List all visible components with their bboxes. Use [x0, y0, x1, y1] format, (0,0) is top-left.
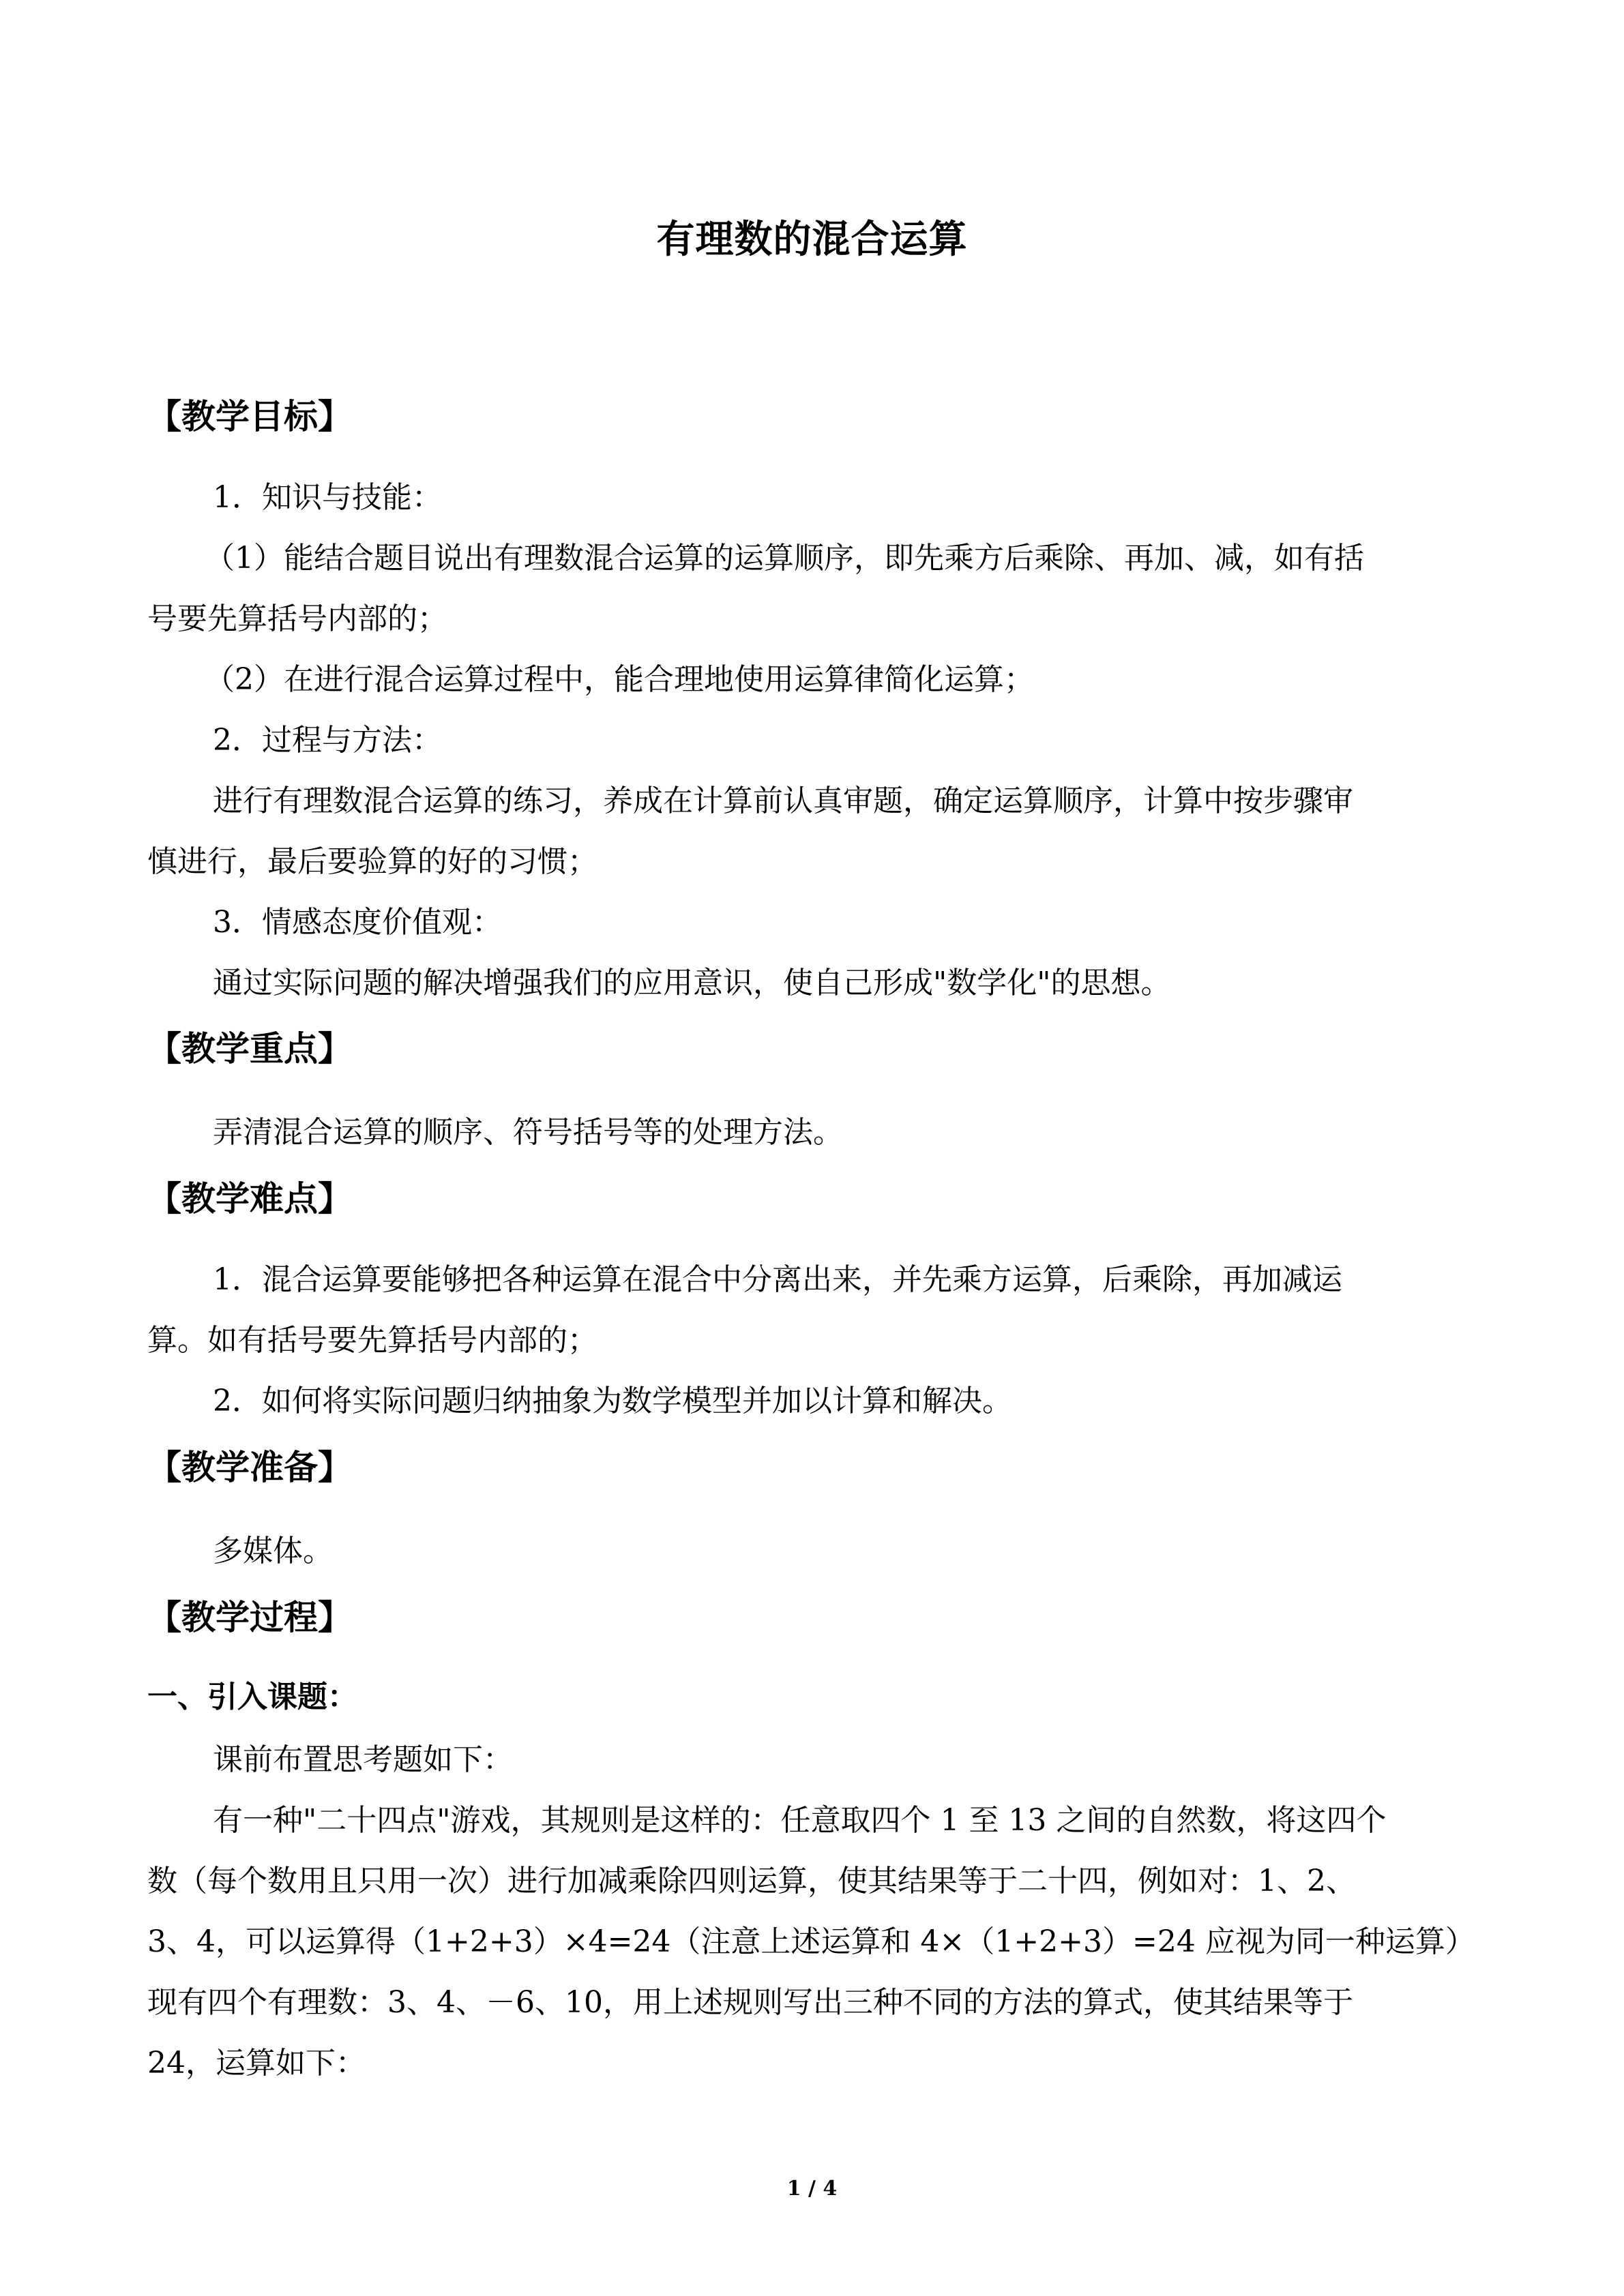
- section-heading-key-points: 【教学重点】: [147, 1029, 352, 1069]
- paragraph-line: 24，运算如下：: [147, 2046, 366, 2081]
- paragraph-line: 3、4，可以运算得（1+2+3）×4=24（注意上述运算和 4×（1+2+3）=24 应视为同一种运算）: [147, 1924, 1475, 1959]
- paragraph-line: 进行有理数混合运算的练习，养成在计算前认真审题，确定运算顺序，计算中按步骤审: [213, 784, 1353, 818]
- paragraph-line: 慎进行，最后要验算的好的习惯；: [147, 844, 597, 879]
- paragraph-line: （1）能结合题目说出有理数混合运算的运算顺序，即先乘方后乘除、再加、减，如有括: [205, 541, 1364, 576]
- section-heading-difficulties: 【教学难点】: [147, 1179, 352, 1219]
- paragraph-line: 1．知识与技能：: [213, 480, 442, 515]
- paragraph-line: 号要先算括号内部的；: [147, 601, 447, 636]
- paragraph-line: 3．情感态度价值观：: [213, 905, 502, 940]
- paragraph-line: 通过实际问题的解决增强我们的应用意识，使自己形成"数学化"的思想。: [213, 966, 1171, 1000]
- paragraph-line: 算。如有括号要先算括号内部的；: [147, 1323, 597, 1358]
- paragraph-line: 有一种"二十四点"游戏，其规则是这样的：任意取四个 1 至 13 之间的自然数，将这四个: [213, 1803, 1387, 1838]
- paragraph-line: 2．过程与方法：: [213, 723, 442, 758]
- page-title: 有理数的混合运算: [656, 218, 968, 262]
- page-number: 1 / 4: [786, 2177, 838, 2201]
- subsection-heading-intro: 一、引入课题：: [147, 1680, 357, 1714]
- paragraph-line: 2．如何将实际问题归纳抽象为数学模型并加以计算和解决。: [213, 1384, 1012, 1418]
- section-heading-process: 【教学过程】: [147, 1598, 352, 1637]
- paragraph-line: 1．混合运算要能够把各种运算在混合中分离出来，并先乘方运算，后乘除，再加减运: [213, 1262, 1342, 1297]
- paragraph-line: 课前布置思考题如下：: [213, 1742, 513, 1777]
- section-heading-preparation: 【教学准备】: [147, 1448, 352, 1487]
- paragraph-line: 多媒体。: [213, 1534, 333, 1568]
- paragraph-line: 现有四个有理数：3、4、－6、10，用上述规则写出三种不同的方法的算式，使其结果等于: [147, 1985, 1353, 2020]
- section-heading-objectives: 【教学目标】: [147, 397, 352, 436]
- paragraph-line: 弄清混合运算的顺序、符号括号等的处理方法。: [213, 1115, 843, 1150]
- paragraph-line: （2）在进行混合运算过程中，能合理地使用运算律简化运算；: [205, 662, 1034, 697]
- paragraph-line: 数（每个数用且只用一次）进行加减乘除四则运算，使其结果等于二十四，例如对：1、2、: [147, 1864, 1356, 1898]
